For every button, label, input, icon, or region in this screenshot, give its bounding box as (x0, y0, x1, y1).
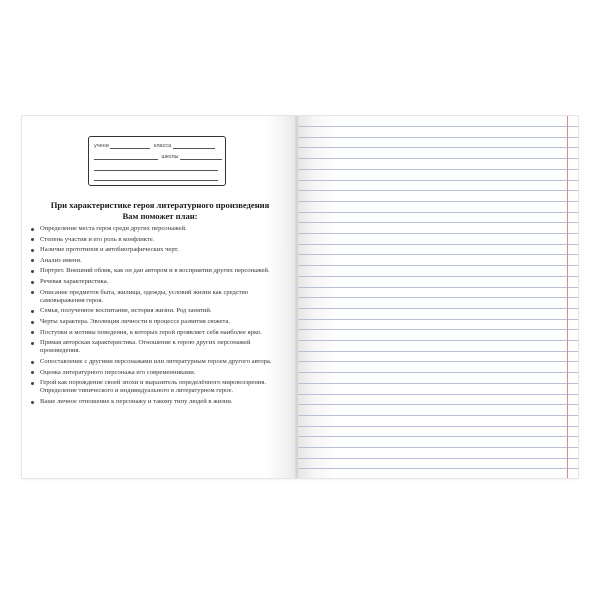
bullet-icon (31, 371, 34, 374)
ruled-line (298, 447, 578, 448)
ruled-line (298, 329, 578, 330)
plate-row-blank-2 (94, 175, 218, 181)
plate-blank-line (94, 175, 218, 181)
list-item (30, 339, 288, 355)
ruled-line (298, 308, 578, 309)
ruled-line (298, 319, 578, 320)
student-label: учени (94, 143, 109, 149)
ruled-line (298, 137, 578, 138)
bullet-icon (31, 310, 34, 313)
ruled-line (298, 372, 578, 373)
list-item-text: Черты характера. Эволюция личности в процессе развития сюжета. (40, 317, 231, 325)
list-item-text: Оценка литературного персонажа его современниками. (40, 368, 196, 376)
ruled-line (298, 415, 578, 416)
list-item (30, 257, 288, 265)
list-item (30, 369, 288, 377)
list-item (30, 225, 288, 233)
plate-row-student (94, 143, 215, 149)
student-blank (110, 143, 150, 149)
ruled-line (298, 351, 578, 352)
bullet-icon (31, 342, 34, 345)
ruled-line (298, 297, 578, 298)
ruled-line (298, 190, 578, 191)
ruled-line (298, 126, 578, 127)
list-item (30, 379, 288, 395)
ruled-line (298, 158, 578, 159)
list-item-text: Прямая авторская характеристика. Отношение к герою других персонажей произведения. (40, 339, 251, 355)
list-item (30, 289, 288, 305)
plate-row-blank-1 (94, 165, 218, 171)
heading-line-2: Вам поможет план: (122, 211, 198, 221)
ruled-line (298, 254, 578, 255)
list-item-text: Портрет. Внешний облик, как он дан автором и в восприятии других персонажей. (40, 267, 270, 275)
school-blank (180, 154, 222, 160)
ruled-line (298, 468, 578, 469)
ruled-line (298, 212, 578, 213)
list-item (30, 307, 288, 315)
ruled-line (298, 265, 578, 266)
bullet-icon (31, 291, 34, 294)
bullet-icon (31, 401, 34, 404)
plan-list (30, 225, 288, 409)
ruled-line (298, 287, 578, 288)
ruled-line (298, 233, 578, 234)
ruled-line (298, 276, 578, 277)
list-item (30, 267, 288, 275)
list-item (30, 246, 288, 254)
ruled-line (298, 201, 578, 202)
notebook-spread (22, 116, 578, 478)
ruled-line (298, 180, 578, 181)
name-plate (88, 136, 226, 186)
ruled-line (298, 361, 578, 362)
list-item (30, 236, 288, 244)
list-item (30, 329, 288, 337)
list-item-text: Степень участия и его роль в конфликте. (40, 235, 155, 243)
list-item-text: Определение места героя среди других персонажей. (40, 225, 187, 232)
school-prefix-blank (94, 154, 158, 160)
bullet-icon (31, 331, 34, 334)
bullet-icon (31, 249, 34, 252)
ruled-line (298, 147, 578, 148)
list-item-text: Описание предметов быта, жилища, одежды, условий жизни как средство самовыражения героя. (40, 288, 249, 304)
list-item-text: Ваше личное отношение к персонажу и такому типу людей в жизни. (40, 397, 233, 405)
plate-blank-line (94, 165, 218, 171)
ruled-line (298, 426, 578, 427)
ruled-line (298, 458, 578, 459)
list-item-text: Речевая характеристика. (40, 277, 109, 285)
list-item-text: Герой как порождение своей эпохи и выразитель определённого мировоззрения. Определение типического и индивидуального в литературном герое. (40, 379, 267, 395)
ruled-line (298, 404, 578, 405)
plate-row-school (94, 154, 222, 160)
list-item-text: Наличие прототипов и автобиографических черт. (40, 246, 179, 254)
class-blank (173, 143, 215, 149)
class-label: класса (153, 143, 172, 149)
ruled-line (298, 340, 578, 341)
ruled-line (298, 383, 578, 384)
list-item (30, 278, 288, 286)
list-item (30, 358, 288, 366)
margin-line (567, 116, 568, 478)
heading-line-1: При характеристике героя литературного произведения (50, 200, 270, 210)
ruled-line (298, 394, 578, 395)
bullet-icon (31, 259, 34, 262)
ruled-line (298, 222, 578, 223)
ruled-line (298, 436, 578, 437)
list-item-text: Поступки и мотивы поведения, в которых герой проявляет себя наиболее ярко. (40, 328, 262, 336)
school-label: школы (161, 154, 179, 160)
bullet-icon (31, 321, 34, 324)
bullet-icon (31, 382, 34, 385)
left-page (22, 116, 298, 478)
bullet-icon (31, 238, 34, 241)
ruled-line (298, 169, 578, 170)
bullet-icon (31, 281, 34, 284)
list-item-text: Сопоставление с другими персонажами или литературным героем другого автора. (40, 357, 272, 365)
bullet-icon (31, 228, 34, 231)
right-page-lined (298, 116, 578, 478)
ruled-line (298, 244, 578, 245)
list-item (30, 318, 288, 326)
list-item-text: Семья, полученное воспитание, история жизни. Род занятий. (40, 307, 212, 315)
bullet-icon (31, 361, 34, 364)
list-item-text: Анализ имени. (40, 256, 82, 264)
list-item (30, 398, 288, 406)
bullet-icon (31, 270, 34, 273)
